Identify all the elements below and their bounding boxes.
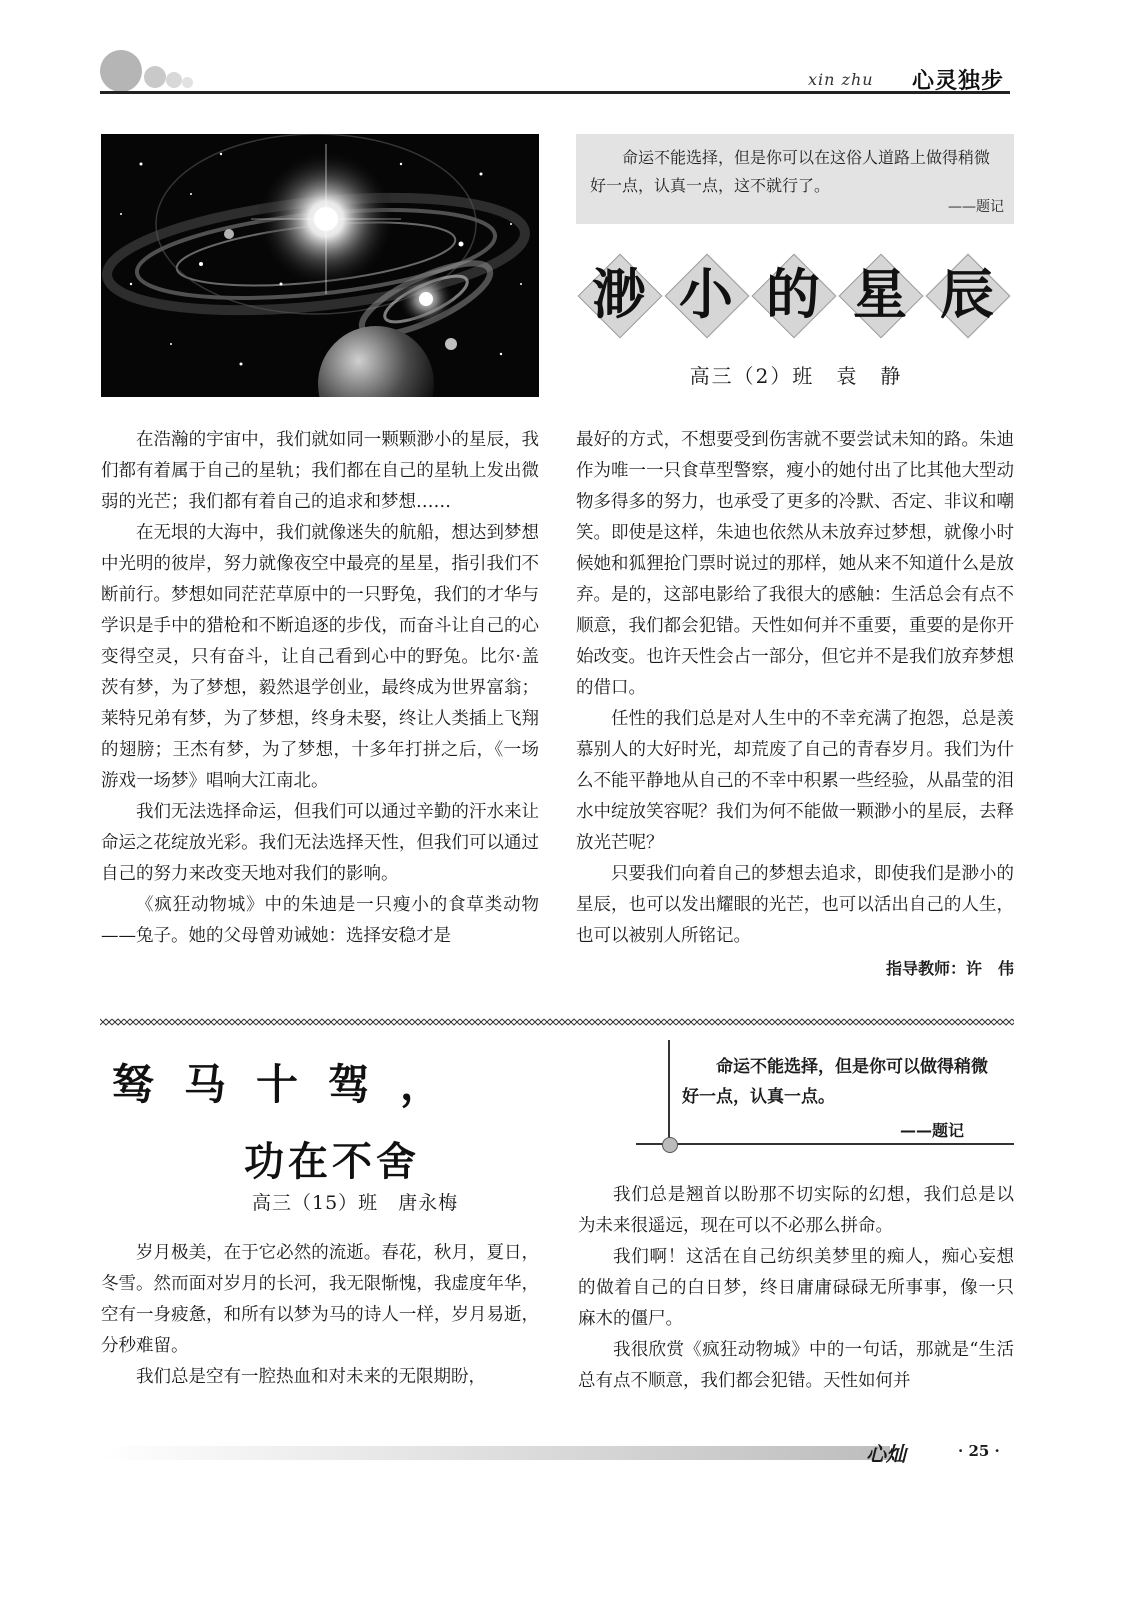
title-char: 星	[853, 263, 907, 326]
article-column-right	[576, 425, 1014, 952]
epigraph-text: 命运不能选择，但是你可以在这俗人道路上做得稍微好一点，认真一点，这不就行了。	[590, 148, 991, 195]
galaxy-artwork	[101, 134, 539, 397]
title-char-box	[752, 254, 834, 336]
article2-byline: 高三（15）班 唐永梅	[252, 1192, 459, 1214]
article2-epigraph-attribution: ——题记	[900, 1121, 965, 1140]
paragraph: 只要我们向着自己的梦想去追求，即使我们是渺小的星辰，也可以发出耀眼的光芒，也可以活出自己的人生，也可以被别人所铭记。	[576, 864, 1014, 946]
paragraph: 我们总是翘首以盼那不切实际的幻想，我们总是以为未来很遥远，现在可以不必那么拼命。	[578, 1185, 1014, 1236]
paragraph: 我们无法选择命运，但我们可以通过辛勤的汗水来让命运之花绽放光彩。我们无法选择天性，但我们可以通过自己的努力来改变天地对我们的影响。	[101, 802, 539, 884]
header-decor-dot	[182, 77, 193, 88]
header-decor-dot	[144, 66, 166, 88]
paragraph: 岁月极美，在于它必然的流逝。春花，秋月，夏日，冬雪。然而面对岁月的长河，我无限惭愧，我虚度年华，空有一身疲惫，和所有以梦为马的诗人一样，岁月易逝，分秒难留。	[101, 1243, 539, 1356]
epigraph-frame-horizontal	[636, 1143, 1014, 1145]
title-char: 渺	[592, 263, 646, 326]
paragraph: 任性的我们总是对人生中的不幸充满了抱怨，总是羡慕别人的大好时光，却荒废了自己的青春岁月。我们为什么不能平静地从自己的不幸中积累一些经验，从晶莹的泪水中绽放笑容呢？我们为何不能做一颗渺小的星辰，去释放光芒呢？	[576, 709, 1014, 853]
header-rule	[100, 91, 1010, 94]
title-char: 辰	[940, 263, 994, 326]
galaxy-illustration	[101, 134, 539, 397]
title-char-box	[926, 254, 1008, 336]
advisor-credit: 指导教师：许 伟	[885, 959, 1014, 978]
paragraph: 在无垠的大海中，我们就像迷失的航船，想达到梦想中光明的彼岸，努力就像夜空中最亮的星星，指引我们不断前行。梦想如同茫茫草原中的一只野兔，我们的才华与学识是手中的猎枪和不断追逐的步伐，而奋斗让自己的心变得空灵，只有奋斗，让自己看到心中的野兔。比尔·盖茨有梦，为了梦想，毅然退学创业，最终成为世界富翁；莱特兄弟有梦，为了梦想，终身未娶，终让人类插上飞翔的翅膀；王杰有梦，为了梦想，十多年打拼之后，《一场游戏一场梦》唱响大江南北。	[101, 523, 539, 791]
header-pinyin: xin zhu	[808, 70, 874, 89]
footer-bar	[100, 1446, 890, 1460]
article2-title-line2: 功在不舍	[244, 1139, 420, 1185]
epigraph-frame-vertical	[668, 1040, 670, 1140]
article-title	[578, 254, 1008, 342]
article2-title-line1: 驽马十驾，	[112, 1060, 473, 1109]
section-divider	[100, 1016, 1014, 1028]
article-column-left	[101, 425, 539, 952]
title-char-box	[839, 254, 921, 336]
paragraph: 我们啊！这活在自己纺织美梦里的痴人，痴心妄想的做着自己的白日梦，终日庸庸碌碌无所事事，像一只麻木的僵尸。	[578, 1247, 1014, 1329]
article2-column-right	[578, 1180, 1014, 1397]
header-decor-dot	[166, 72, 182, 88]
paragraph: 在浩瀚的宇宙中，我们就如同一颗颗渺小的星辰，我们都有着属于自己的星轨；我们都在自己的星轨上发出微弱的光芒；我们都有着自己的追求和梦想……	[101, 430, 539, 512]
title-char-box	[578, 254, 660, 336]
paragraph: 我很欣赏《疯狂动物城》中的一句话，那就是“生活总有点不顺意，我们都会犯错。天性如何并	[578, 1340, 1014, 1391]
title-char: 小	[679, 263, 733, 326]
page-number: · 25 ·	[958, 1442, 1000, 1460]
title-char-box	[665, 254, 747, 336]
paragraph: 我们总是空有一腔热血和对未来的无限期盼，	[136, 1367, 486, 1387]
header-decor-dot-large	[100, 50, 142, 92]
article2-column-left	[101, 1238, 539, 1393]
article2-epigraph: 命运不能选择，但是你可以做得稍微好一点，认真一点。	[682, 1057, 988, 1107]
footer-magazine-name: 心灿	[866, 1442, 906, 1466]
epigraph-attribution: ——题记	[948, 199, 1004, 215]
epigraph-box	[576, 134, 1014, 224]
paragraph: 《疯狂动物城》中的朱迪是一只瘦小的食草类动物——兔子。她的父母曾劝诫她：选择安稳才是	[101, 895, 539, 946]
epigraph-frame-dot	[662, 1137, 678, 1153]
article-byline: 高三（2）班 袁 静	[689, 364, 903, 388]
header-column-title: 心灵独步	[912, 69, 1005, 94]
title-char: 的	[766, 263, 820, 326]
paragraph-continued: 最好的方式，不想要受到伤害就不要尝试未知的路。朱迪作为唯一一只食草型警察，瘦小的她付出了比其他大型动物多得多的努力，也承受了更多的冷默、否定、非议和嘲笑。即使是这样，朱迪也依然从未放弃过梦想，就像小时候她和狐狸抢门票时说过的那样，她从来不知道什么是放弃。是的，这部电影给了我很大的感触：生活总会有点不顺意，我们都会犯错。天性如何并不重要，重要的是你开始改变。也许天性会占一部分，但它并不是我们放弃梦想的借口。	[576, 430, 1014, 698]
